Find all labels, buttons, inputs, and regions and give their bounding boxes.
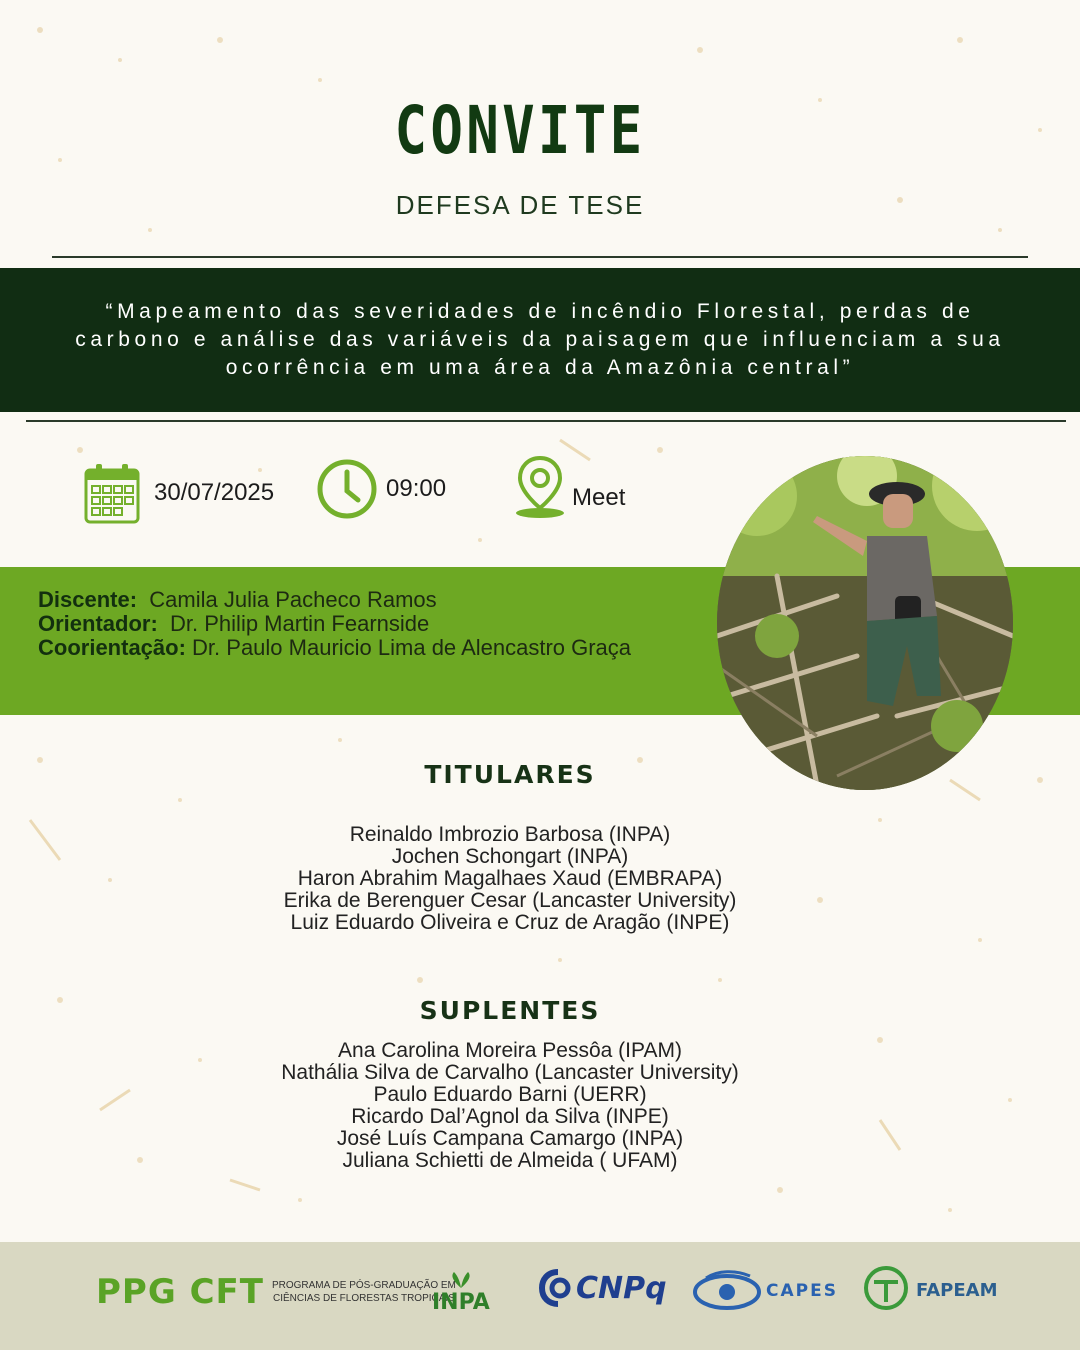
calendar-icon — [84, 462, 140, 524]
event-location-text: Meet — [572, 484, 626, 511]
fapeam-emblem-icon — [862, 1266, 912, 1314]
event-date-text: 30/07/2025 — [154, 479, 275, 506]
list-item: Ricardo Dal’Agnol da Silva (INPE) — [351, 1105, 669, 1128]
ppgcft-line1: PROGRAMA DE PÓS-GRADUAÇÃO EM — [271, 1280, 456, 1291]
fapeam-text: FAPEAM — [916, 1279, 998, 1301]
suplentes-list — [0, 1040, 1020, 1172]
page-subtitle: DEFESA DE TESE — [395, 190, 645, 220]
coorientacao-row — [38, 636, 678, 660]
discente-row — [38, 588, 678, 612]
committee-info — [38, 588, 678, 660]
cnpq-logo — [538, 1268, 667, 1308]
suplentes-heading: SUPLENTES — [419, 996, 601, 1025]
list-item: Haron Abrahim Magalhaes Xaud (EMBRAPA) — [297, 867, 723, 890]
orientador-value: Dr. Philip Martin Fearnside — [170, 611, 430, 636]
sponsor-footer — [0, 1242, 1080, 1350]
capes-emblem-icon — [692, 1268, 762, 1314]
discente-value: Camila Julia Pacheco Ramos — [149, 587, 437, 612]
list-item: Erika de Berenguer Cesar (Lancaster University) — [283, 889, 737, 912]
ppgcft-line2: CIÊNCIAS DE FLORESTAS TROPICAIS — [272, 1293, 455, 1304]
titulares-heading: TITULARES — [424, 760, 596, 789]
candidate-photo — [717, 456, 1013, 790]
list-item: Nathália Silva de Carvalho (Lancaster University) — [281, 1061, 739, 1084]
coorientacao-label: Coorientação: — [38, 635, 186, 660]
discente-label: Discente: — [38, 587, 138, 612]
thesis-line: ocorrência em uma área da Amazônia central” — [225, 356, 855, 379]
cnpq-emblem-icon — [538, 1268, 576, 1308]
fapeam-logo — [862, 1266, 998, 1314]
event-time — [316, 458, 446, 520]
thesis-line: carbono e análise das variáveis da paisagem que influenciam a sua — [75, 328, 1005, 351]
capes-text: CAPES — [766, 1281, 838, 1301]
coorientacao-value: Dr. Paulo Mauricio Lima de Alencastro Graça — [192, 635, 632, 660]
list-item: Paulo Eduardo Barni (UERR) — [373, 1083, 647, 1106]
page-title: CONVITE — [394, 92, 646, 169]
ppgcft-text — [272, 1279, 456, 1305]
divider-top — [52, 256, 1028, 258]
list-item: Jochen Schongart (INPA) — [391, 845, 629, 868]
location-pin-icon — [512, 454, 568, 520]
thesis-line: “Mapeamento das severidades de incêndio Florestal, perdas de — [105, 300, 975, 323]
titulares-list — [0, 824, 1020, 934]
list-item: Ana Carolina Moreira Pessôa (IPAM) — [338, 1039, 682, 1062]
thesis-title-band — [0, 268, 1080, 412]
divider-bottom — [26, 420, 1066, 422]
inpa-text: INPA — [432, 1290, 490, 1315]
cnpq-text: CNPq — [576, 1270, 667, 1306]
event-location — [512, 454, 625, 520]
capes-logo — [692, 1268, 838, 1314]
leaf-icon — [444, 1270, 478, 1290]
ppgcft-mark: PPG CFT — [96, 1272, 264, 1312]
list-item: Luiz Eduardo Oliveira e Cruz de Aragão (INPE) — [290, 911, 730, 934]
list-item: Juliana Schietti de Almeida ( UFAM) — [342, 1149, 678, 1172]
ppgcft-logo — [96, 1272, 456, 1312]
orientador-row — [38, 612, 678, 636]
clock-icon — [316, 458, 378, 520]
inpa-logo — [432, 1270, 490, 1315]
event-date — [84, 462, 274, 524]
orientador-label: Orientador: — [38, 611, 158, 636]
list-item: José Luís Campana Camargo (INPA) — [336, 1127, 684, 1150]
list-item: Reinaldo Imbrozio Barbosa (INPA) — [349, 823, 671, 846]
event-time-text: 09:00 — [386, 475, 447, 502]
